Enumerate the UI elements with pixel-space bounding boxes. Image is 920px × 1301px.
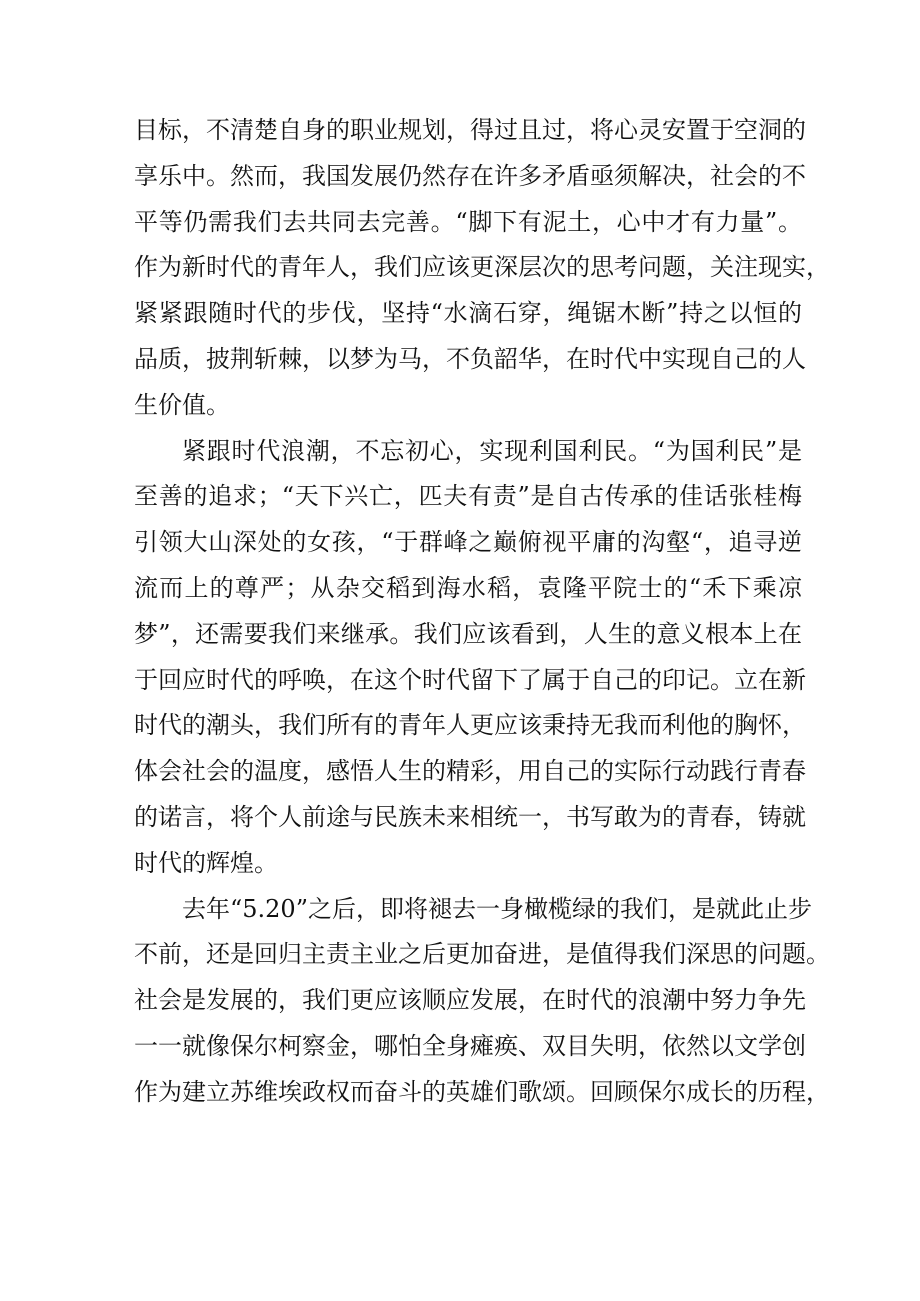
text-line: 品质，披荆斩棘，以梦为马，不负韶华，在时代中实现自己的人	[134, 344, 806, 373]
text-line: 平等仍需我们去共同去完善。“脚下有泥土，心中才有力量”。	[134, 207, 802, 236]
text-line: 至善的追求；“天下兴亡，匹夫有责”是自古传承的佳话张桂梅	[134, 482, 802, 511]
text-line: 紧跟时代浪潮，不忘初心，实现利国利民。“为国利民”是	[182, 436, 802, 465]
text-line: 紧紧跟随时代的步伐，坚持“水滴石穿，绳锯木断”持之以恒的	[134, 299, 802, 328]
text-line: 生价值。	[134, 390, 230, 419]
paragraph-1	[134, 108, 830, 429]
text-line: 去年“5.20”之后，即将褪去一身橄榄绿的我们，是就此止步	[182, 894, 812, 923]
text-line: 体会社会的温度，感悟人生的精彩，用自己的实际行动践行青春	[134, 757, 806, 786]
text-line: 目标，不清楚自身的职业规划，得过且过，将心灵安置于空洞的	[134, 116, 806, 144]
text-line: 时代的潮头，我们所有的青年人更应该秉持无我而利他的胸怀，	[134, 711, 806, 740]
text-line: 不前，还是回归主责主业之后更加奋进，是值得我们深思的问题。	[134, 940, 830, 969]
text-line: 于回应时代的呼唤，在这个时代留下了属于自己的印记。立在新	[134, 665, 806, 694]
text-line: 社会是发展的，我们更应该顺应发展，在时代的浪潮中努力争先	[134, 986, 806, 1015]
text-line: 时代的辉煌。	[134, 848, 278, 877]
text-line: 一一就像保尔柯察金，哪怕全身瘫痪、双目失明，依然以文学创	[134, 1031, 806, 1060]
paragraph-2	[134, 429, 806, 887]
text-line: 作为新时代的青年人，我们应该更深层次的思考问题，关注现实，	[134, 253, 830, 282]
text-line: 流而上的尊严；从杂交稻到海水稻，袁隆平院士的“禾下乘凉	[134, 573, 802, 602]
text-line: 梦”，还需要我们来继承。我们应该看到，人生的意义根本上在	[134, 619, 802, 648]
text-line: 引领大山深处的女孩，“于群峰之巅俯视平庸的沟壑“，追寻逆	[134, 528, 802, 557]
text-line: 作为建立苏维埃政权而奋斗的英雄们歌颂。回顾保尔成长的历程，	[134, 1077, 830, 1106]
paragraph-3	[134, 887, 830, 1116]
body-text	[134, 108, 830, 1116]
text-line: 享乐中。然而，我国发展仍然存在许多矛盾亟须解决，社会的不	[134, 161, 806, 190]
text-line: 的诺言，将个人前途与民族未来相统一，书写敢为的青春，铸就	[134, 802, 806, 831]
